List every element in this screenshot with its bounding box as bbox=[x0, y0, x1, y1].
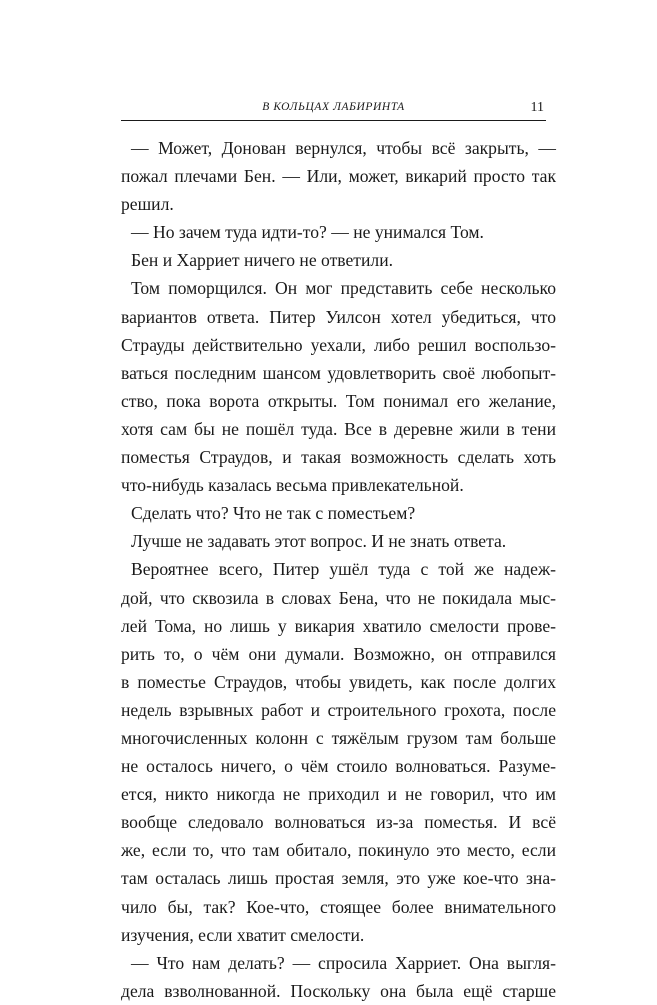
text-line: хотя сам бы не пошёл туда. Все в деревне жили в тени bbox=[121, 418, 556, 439]
text-line: в поместье Страудов, чтобы увидеть, как после долгих bbox=[121, 671, 556, 692]
text-line: недель взрывных работ и строительного грохота, после bbox=[121, 699, 556, 720]
header-rule bbox=[121, 120, 546, 121]
text-line: что-нибудь казалась весьма привлекательной. bbox=[121, 475, 464, 496]
text-line: Вероятнее всего, Питер ушёл туда с той же надеж- bbox=[131, 559, 556, 580]
text-line: Сделать что? Что не так с поместьем? bbox=[131, 503, 416, 524]
text-line: изучения, если хватит смелости. bbox=[121, 924, 365, 945]
text-line: дой, что сквозила в словах Бена, что не покидала мыс- bbox=[121, 587, 556, 608]
text-line: решил. bbox=[121, 194, 174, 215]
text-line: Лучше не задавать этот вопрос. И не знать ответа. bbox=[131, 531, 507, 552]
text-line: чило бы, так? Кое-что, стоящее более внимательного bbox=[121, 896, 556, 917]
text-line: многочисленных колонн с тяжёлым грузом там больше bbox=[121, 727, 556, 748]
text-line: вариантов ответа. Питер Уилсон хотел убедиться, что bbox=[121, 306, 556, 327]
text-line: там осталась лишь простая земля, это уже кое-что зна- bbox=[121, 868, 556, 889]
text-line: ство, пока ворота открыты. Том понимал его желание, bbox=[121, 390, 556, 411]
text-line: же, если то, что там обитало, покинуло это место, если bbox=[121, 840, 556, 861]
text-line: Том поморщился. Он мог представить себе несколько bbox=[131, 278, 556, 299]
text-line: — Что нам делать? — спросила Харриет. Она выгля- bbox=[131, 952, 556, 973]
text-line: поместья Страудов, и такая возможность сделать хоть bbox=[121, 447, 556, 468]
running-title: В КОЛЬЦАХ ЛАБИРИНТА bbox=[262, 101, 405, 113]
text-line: пожал плечами Бен. — Или, может, викарий просто так bbox=[121, 166, 556, 187]
text-line: — Может, Донован вернулся, чтобы всё закрыть, — bbox=[131, 138, 556, 158]
text-line: не осталось ничего, о чём стоило волноваться. Разуме- bbox=[121, 756, 556, 777]
body-text bbox=[121, 134, 556, 1005]
running-head bbox=[121, 100, 546, 122]
text-line: Бен и Харриет ничего не ответили. bbox=[131, 250, 394, 271]
text-line: Страуды действительно уехали, либо решил воспользо- bbox=[121, 334, 556, 355]
text-line: вообще следовало волноваться из-за поместья. И всё bbox=[121, 812, 556, 833]
page-number: 11 bbox=[530, 100, 544, 115]
text-line: ваться последним шансом удовлетворить своё любопыт- bbox=[121, 362, 556, 383]
text-line: рить то, о чём они думали. Возможно, он отправился bbox=[121, 643, 556, 664]
text-line: — Но зачем туда идти-то? — не унимался Том. bbox=[131, 222, 484, 243]
text-line: дела взволнованной. Поскольку она была ещё старше bbox=[121, 980, 556, 1001]
text-line: ется, никто никогда не приходил и не говорил, что им bbox=[121, 784, 556, 805]
text-line: лей Тома, но лишь у викария хватило смелости прове- bbox=[121, 615, 556, 636]
